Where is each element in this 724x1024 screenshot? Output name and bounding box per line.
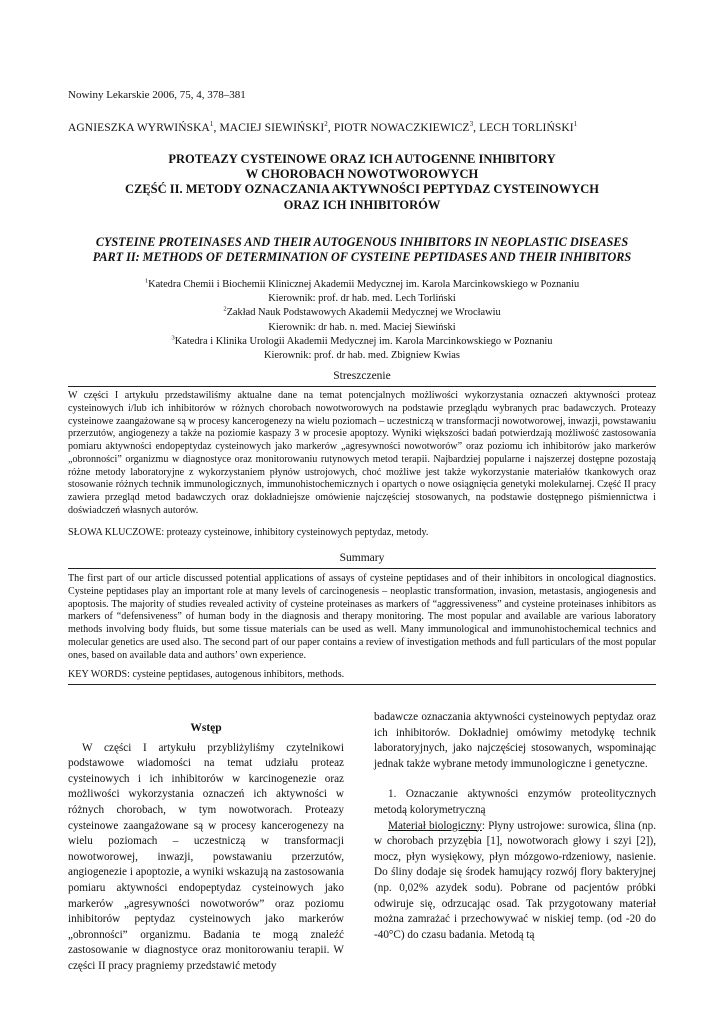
section1-heading: 1. Oznaczanie aktywności enzymów proteolitycznych metodą kolorymetryczną	[374, 788, 656, 816]
streszczenie-text: W części I artykułu przedstawiliśmy aktualne dane na temat potencjalnych możliwości wykorzystania oznaczeń aktywności proteaz cysteinowych i/lub ich inhibitorów w różnych chorobach nowotworowych na podstawie przeglądu wybranych prac badawczych. Proteazy cysteinowe zaangażowane są w procesy kancerogenezy na wielu poziomach – uczestniczą w transformacji nowotworowej, inwazji, powstawaniu przerzutów, angiogenezy a także na poziomie kaspazy 3 w procesie apoptozy. Wyniki większości badań potwierdzają możliwość zastosowania pomiaru aktywności endopeptydaz cysteinowych jako markerów „agresywności nowotworów” oraz poziomu ich inhibitorów jako markerów „obronności” organizmu w diagnostyce oraz monitorowaniu rutynowych metod terapii. Najbardziej popularne i najszerzej dostępne pozostają różne metody laboratoryjne z wykorzystaniem płynów ustrojowych, choć możliwe jest także wykorzystanie materiałów tkankowych oraz stosowanie różnych technik immunologicznych, immunohistochemicznych i opartych o nowe osiągnięcia genetyki molekularnej. Część II pracy zawiera przegląd metod badawczych oraz dokładniejsze omówienie najczęściej stosowanych, na podstawie dostępnego piśmiennictwa i doświadczeń własnych autorów.	[68, 390, 656, 516]
summary-bottom-rule	[68, 684, 656, 685]
intro-paragraph: W części I artykułu przybliżyliśmy czytelnikowi podstawowe wiadomości na temat udziału proteaz cysteinowych i ich inhibitorów w karcinogenezie oraz możliwości wykorzystania oznaczeń ich aktywności w różnych chorobach, w tym nowotworach. Proteazy cysteinowe zaangażowane są w procesy kancerogenezy na wielu poziomach – uczestniczą w transformacji nowotworowej, inwazji, powstawaniu przerzutów, angiogenezie i apoptozie, a wyniki wskazują na zastosowania pomiaru aktywności endopeptydaz cysteinowych jako markerów „agresywności nowotworów” oraz poziomu inhibitorów peptydaz cysteinowych jako markerów „obronności” organizmu. Badania te mogą znaleźć zastosowanie w diagnostyce oraz monitorowaniu terapii. W części II pracy pragniemy przedstawić metody	[68, 741, 344, 972]
paragraph-gap	[374, 772, 656, 787]
journal-reference: Nowiny Lekarskie 2006, 75, 4, 378–381	[68, 89, 246, 101]
material-label: Materiał biologiczny	[388, 819, 482, 832]
body-column-left	[68, 721, 344, 975]
author-name: MACIEJ SIEWIŃSKI	[219, 122, 325, 134]
author-list	[68, 122, 577, 134]
material-paragraph	[374, 819, 656, 944]
author-name: PIOTR NOWACZKIEWICZ	[333, 122, 470, 134]
streszczenie-rule	[68, 386, 656, 387]
affiliation-text: Kierownik: prof. dr hab. med. Lech Torliński	[268, 293, 456, 305]
author-separator: ,	[213, 122, 220, 134]
summary-heading: Summary	[339, 552, 385, 564]
affiliation-text: Zakład Nauk Podstawowych Akademii Medycznej we Wrocławiu	[226, 307, 501, 319]
author-affiliation-sup: 3	[469, 120, 474, 129]
author-affiliation-sup: 2	[324, 120, 328, 129]
streszczenie-heading: Streszczenie	[333, 370, 391, 382]
title-polish-line: CZĘŚĆ II. METODY OZNACZANIA AKTYWNOŚCI PEPTYDAZ CYSTEINOWYCH	[124, 182, 600, 197]
slowa-kluczowe: SŁOWA KLUCZOWE: proteazy cysteinowe, inhibitory cysteinowych peptydaz, metody.	[68, 527, 429, 538]
affiliation-line	[60, 306, 664, 320]
author-affiliation-sup: 1	[209, 120, 214, 129]
title-polish-line: ORAZ ICH INHIBITORÓW	[283, 197, 441, 212]
author-separator: ,	[473, 122, 480, 134]
title-english	[60, 235, 664, 265]
author-affiliation-sup: 1	[573, 120, 578, 129]
affiliation-sup: 3	[171, 334, 175, 342]
author-separator: ,	[327, 122, 334, 134]
title-english-line: PART II: METHODS OF DETERMINATION OF CYSTEINE PEPTIDASES AND THEIR INHIBITORS	[92, 250, 632, 264]
author-name: AGNIESZKA WYRWIŃSKA	[68, 122, 210, 134]
intro-heading: Wstęp	[190, 722, 222, 734]
author-name: LECH TORLIŃSKI	[479, 122, 574, 134]
affiliation-text: Kierownik: dr hab. n. med. Maciej Siewiński	[268, 321, 456, 333]
affiliation-line	[60, 349, 664, 363]
material-text: : Płyny ustrojowe: surowica, ślina (np. w chorobach przyzębia [1], nowotworach głowy i szyi [2]), mocz, płyn wysiękowy, płyn mózgowo-rdzeniowy, nasienie. Do śliny dodaje się środek hamujący rozwój flory bakteryjnej (np. 0,02% azydek sodu). Pobrane od pacjentów próbki odwiruje się, odrzucając osad. Tak przygotowany materiał można zamrażać i przechowywać w niskiej temp. (od -20 do -40°C) do czasu badania. Metodą tą	[374, 819, 656, 941]
affiliation-line	[60, 278, 664, 292]
summary-rule	[68, 568, 656, 569]
affiliation-text: Katedra Chemii i Biochemii Klinicznej Akademii Medycznej im. Karola Marcinkowskiego w Poznaniu	[148, 279, 580, 290]
intro-continuation: badawcze oznaczania aktywności cysteinowych peptydaz oraz ich inhibitorów. Dokładniej omówimy metodykę technik laboratoryjnych, jako najczęściej stosowanych, wspominając jednak także wybrane metody immunologiczne i genetyczne.	[374, 711, 656, 770]
affiliation-sup: 1	[144, 277, 149, 285]
summary-text: The first part of our article discussed potential applications of assays of cysteine peptidases and of their inhibitors in oncological diagnostics. Cysteine peptidases play an important role at many levels of carcinogenesis – neoplastic transformation, invasion, metastasis, angiogenesis and apoptosis. The majority of studies revealed activity of cysteine proteinases as markers of “aggressiveness” and cysteine proteinases inhibitors as markers of “defensiveness” of human body in the diagnosis and therapy monitoring. The most popular and available are various laboratory methods involving body fluids, but some tissue materials can be used as well. Many immunological and immunohistochemical technics and molecular genetics are used also. The second part of our paper contains a review of investigation methods and full particulars of the most popular ones, based on available data and authors’ own experience.	[68, 573, 656, 661]
title-polish	[60, 152, 664, 213]
body-column-right	[374, 710, 656, 943]
affiliation-line	[60, 321, 664, 335]
affiliation-text: Katedra i Klinika Urologii Akademii Medycznej im. Karola Marcinkowskiego w Poznaniu	[174, 335, 553, 347]
key-words: KEY WORDS: cysteine peptidases, autogenous inhibitors, methods.	[68, 669, 345, 680]
affiliation-text: Kierownik: prof. dr hab. med. Zbigniew Kwias	[264, 350, 460, 362]
affiliation-line	[60, 335, 664, 349]
affiliation-line	[60, 292, 664, 306]
title-english-line: CYSTEINE PROTEINASES AND THEIR AUTOGENOUS INHIBITORS IN NEOPLASTIC DISEASES	[95, 235, 629, 249]
affiliation-sup: 2	[223, 305, 227, 313]
title-polish-line: W CHOROBACH NOWOTWOROWYCH	[245, 167, 479, 182]
affiliations	[60, 278, 664, 363]
title-polish-line: PROTEAZY CYSTEINOWE ORAZ ICH AUTOGENNE INHIBITORY	[168, 152, 556, 166]
